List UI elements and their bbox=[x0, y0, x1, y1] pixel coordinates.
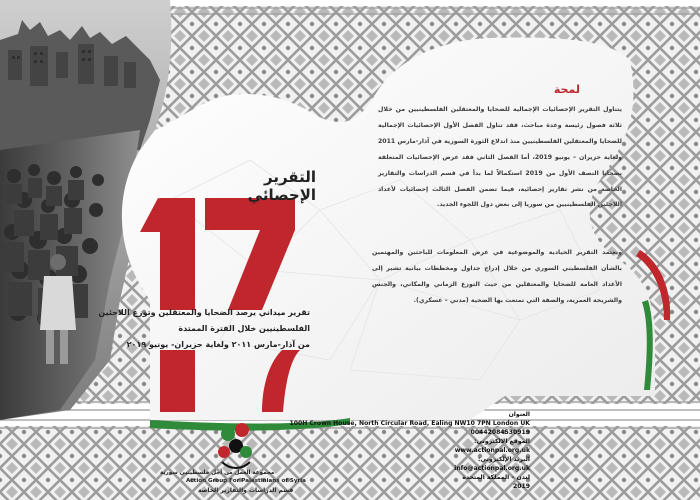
intro-paragraph-2: ويعتمد التقرير الحيادية والموضوعية في عرض المعلومات للباحثين والمهتمين بالشأن الفلسطيني السوري من خلال إدراج جداول ومخططات بيانية تشير إلى الأعداد العامة للضحايا والمعتقلين من حيث التوزع الزماني والمكاني، والجنس والشريحة العمرية، والصفة التي تمتعت بها الضحية (مدني – عسكري). bbox=[372, 249, 622, 304]
city: لندن – المملكة المتحدة bbox=[462, 474, 530, 481]
website-link[interactable]: www.actionpal.org.uk bbox=[454, 447, 530, 454]
subtitle-line-1: تقرير ميداني يرصد الضحايا والمعتقلين وتوزع اللاجئين bbox=[98, 308, 310, 317]
phone-number: 00442084530919 bbox=[470, 429, 530, 436]
intro-title: لمحة bbox=[553, 83, 580, 96]
subtitle-line-2: الفلسطينيين خلال الفترة الممتدة bbox=[178, 324, 310, 333]
website-label: الموقع الالكتروني: bbox=[474, 438, 530, 445]
address-label: العنوان bbox=[508, 411, 530, 418]
email-link[interactable]: info@actionpal.org.uk bbox=[454, 465, 530, 472]
year: 2019 bbox=[513, 483, 530, 490]
address: 100H Crown House, North Circular Road, Ealing NW10 7PN London UK bbox=[289, 420, 530, 427]
org-name-ar: مجموعة العمل من أجل فلسطينيي سورية bbox=[160, 470, 275, 476]
email-label: البريد الإلكتروني: bbox=[478, 456, 530, 463]
report-title: التقرير الإحصائي bbox=[247, 168, 316, 204]
subtitle-line-3: من آذار-مارس ٢٠١١ ولغاية حزيران- يونيو ٢٠١٩ bbox=[126, 340, 310, 349]
intro-paragraph-1: يتناول التقرير الإحصائيات الإجمالية للضحايا والمعتقلين الفلسطينيين من خلال ثلاثة فصول رئيسة وعدة مباحث، فقد تناول الفصل الأول الإحصائيات الإجمالية للضحايا والمعتقلين الفلسطينيين منذ اندلاع الثورة السورية في آذار-مارس 2011 ولغاية حزيران – يونيو 2019، أما الفصل الثاني فقد عرض الإحصائيات المتعلقة بضحايا النصف الأول من 2019 استكمالاً لما بدأ في قسم الدراسات والتقارير الخاصة من نشر تقارير إحصائية، فيما تضمن الفصل الثالث إحصائيات لأعداد اللاجئين الفلسطينيين من سوريا إلى بعض دول اللجوء الجديد. bbox=[378, 106, 622, 209]
org-name-en: Action Group For Palestinians of Syria bbox=[186, 478, 306, 484]
org-department: قسم الدراسات والتقارير الخاصة bbox=[198, 487, 294, 494]
